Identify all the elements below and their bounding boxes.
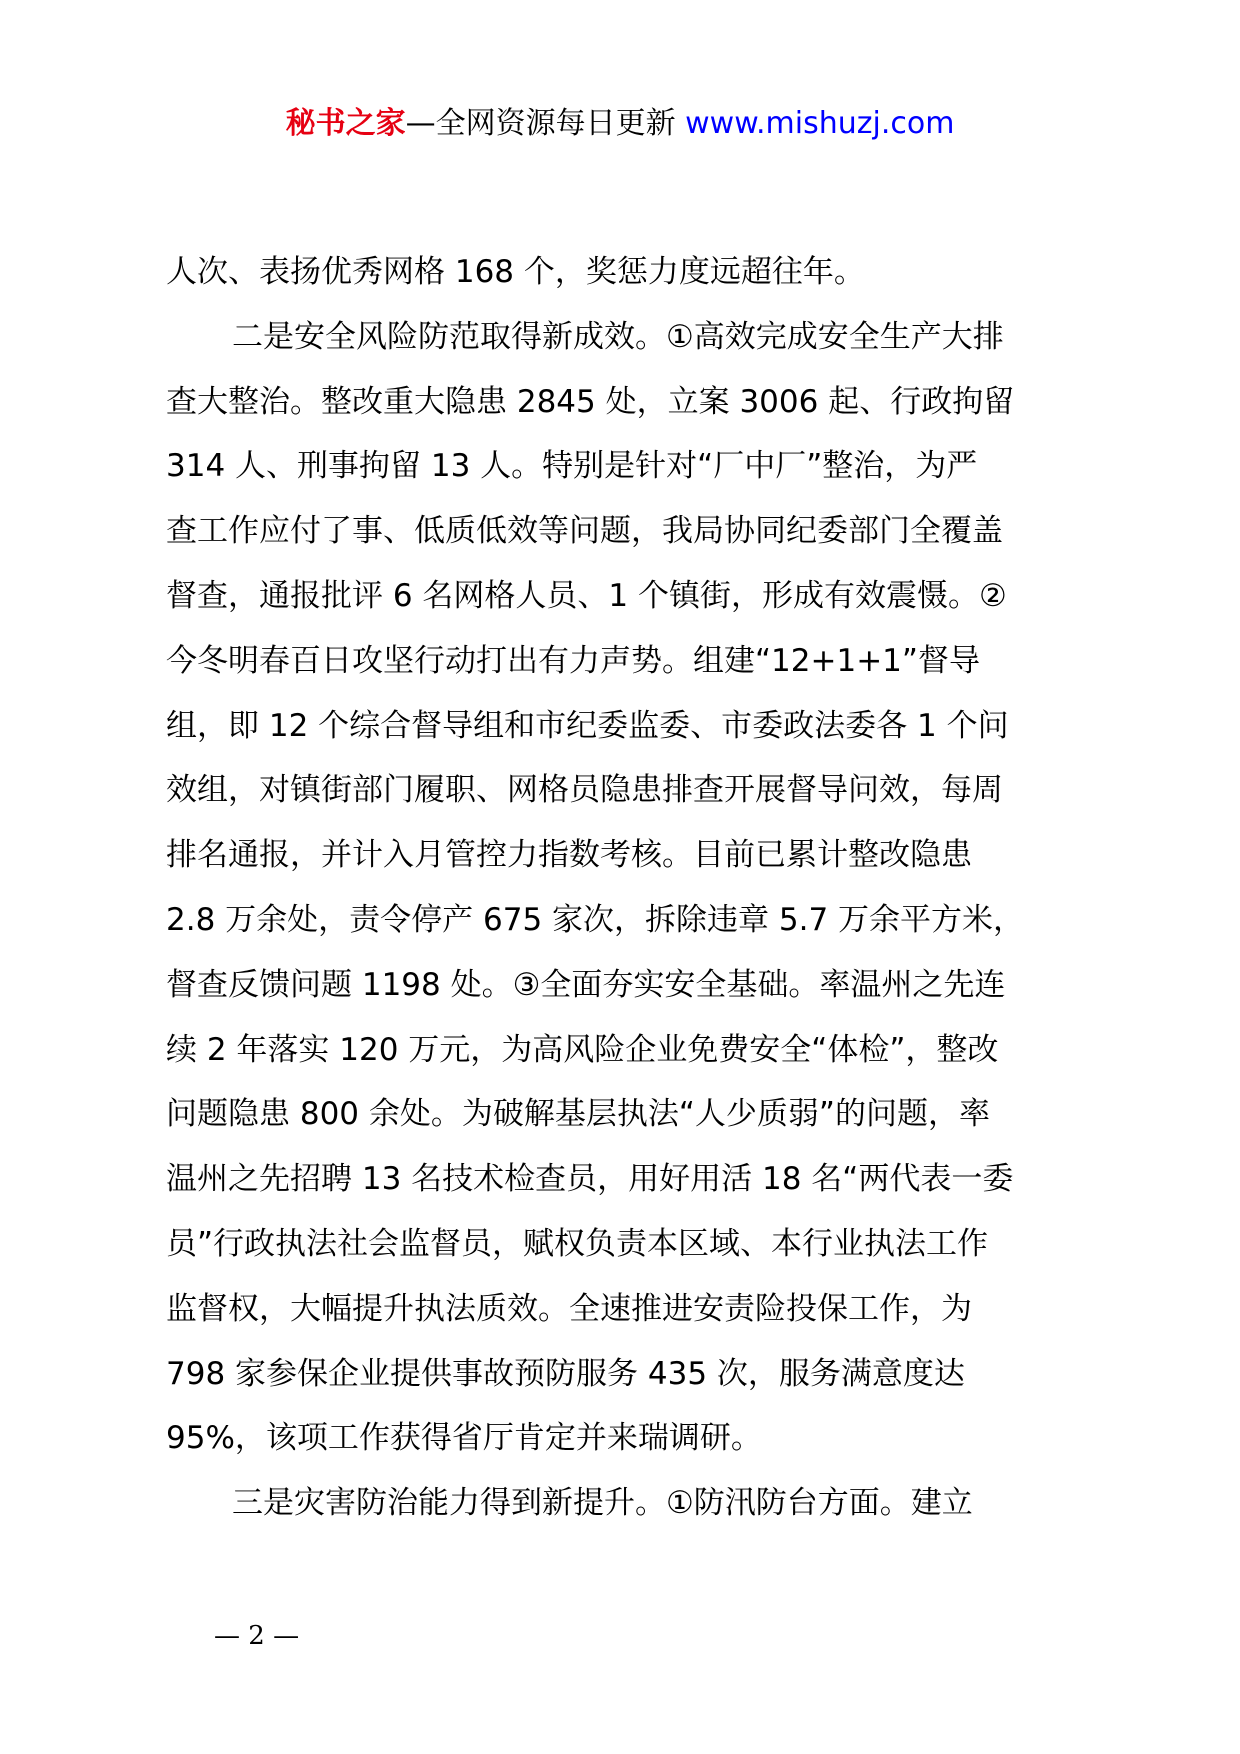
- body-line: 督查反馈问题 1198 处。③全面夯实安全基础。率温州之先连: [166, 966, 1006, 1003]
- body-line: 问题隐患 800 余处。为破解基层执法“人少质弱”的问题，率: [166, 1096, 990, 1133]
- body-line: 督查，通报批评 6 名网格人员、1 个镇街，形成有效震慑。②: [166, 577, 1007, 614]
- body-line: 2.8 万余处，责令停产 675 家次，拆除违章 5.7 万余平方米，: [166, 901, 1025, 938]
- body-line: 798 家参保企业提供事故预防服务 435 次，服务满意度达: [166, 1355, 965, 1392]
- body-line: 温州之先招聘 13 名技术检查员，用好用活 18 名“两代表一委: [166, 1161, 1014, 1198]
- body-line: 查大整治。整改重大隐患 2845 处，立案 3006 起、行政拘留: [166, 383, 1015, 420]
- body-line: 95%，该项工作获得省厅肯定并来瑞调研。: [166, 1420, 762, 1457]
- body-line: 效组，对镇街部门履职、网格员隐患排查开展督导问效，每周: [166, 772, 1003, 809]
- body-line: 三是灾害防治能力得到新提升。①防汛防台方面。建立: [232, 1485, 973, 1522]
- body-line: 人次、表扬优秀网格 168 个，奖惩力度远超往年。: [166, 254, 865, 290]
- site-brand: 秘书之家: [285, 106, 406, 141]
- body-line: 二是安全风险防范取得新成效。①高效完成安全生产大排: [232, 318, 1004, 355]
- body-line: 查工作应付了事、低质低效等问题，我局协同纪委部门全覆盖: [166, 513, 1003, 550]
- body-line: 监督权，大幅提升执法质效。全速推进安责险投保工作，为: [166, 1290, 972, 1327]
- body-line: 今冬明春百日攻坚行动打出有力声势。组建“12+1+1”督导: [166, 642, 980, 679]
- body-line: 员”行政执法社会监督员，赋权负责本区域、本行业执法工作: [166, 1225, 989, 1262]
- site-url-link[interactable]: www.mishuzj.com: [685, 106, 955, 141]
- body-line: 续 2 年落实 120 万元，为高风险企业免费安全“体检”，整改: [166, 1031, 999, 1068]
- body-line: 排名通报，并计入月管控力指数考核。目前已累计整改隐患: [166, 837, 972, 874]
- body-line: 组，即 12 个综合督导组和市纪委监委、市委政法委各 1 个问: [166, 707, 1009, 744]
- body-line: 314 人、刑事拘留 13 人。特别是针对“厂中厂”整治，为严: [166, 448, 978, 485]
- page-number: — 2 —: [214, 1621, 300, 1651]
- site-header: [0, 100, 1240, 148]
- site-tagline: —全网资源每日更新: [405, 106, 676, 141]
- document-body: [166, 240, 1086, 1536]
